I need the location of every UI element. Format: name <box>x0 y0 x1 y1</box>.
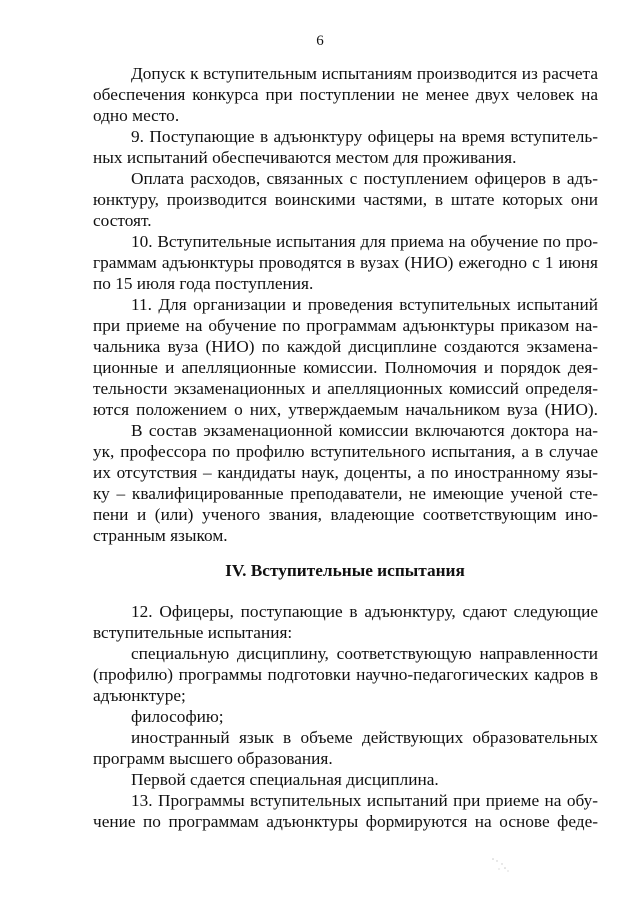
text-line: адъюнктуре; <box>93 686 186 705</box>
text-line: иностранный язык в объеме действующих образовательных <box>131 728 598 747</box>
text-line: странным языком. <box>93 526 228 545</box>
text-line: 13. Программы вступительных испытаний при приеме на обу- <box>131 791 598 810</box>
text-line: специальную дисциплину, соответствующую направленности <box>131 644 598 663</box>
text-line: философию; <box>131 707 224 726</box>
text-line: 9. Поступающие в адъюнктуру офицеры на время вступитель- <box>131 127 598 146</box>
text-line: их отсутствия – кандидаты наук, доценты, а по иностранному язы- <box>93 463 598 482</box>
text-line: граммам адъюнктуры проводятся в вузах (НИО) ежегодно с 1 июня <box>93 253 598 272</box>
text-line: вступительные испытания: <box>93 623 293 642</box>
text-line: при приеме на обучение по программам адъюнктуры приказом на- <box>93 316 598 335</box>
text-line: 10. Вступительные испытания для приема на обучение по про- <box>131 232 598 251</box>
text-line: юнктуру, производится воинскими частями, в штате которых они <box>93 190 598 209</box>
text-line: по 15 июля года поступления. <box>93 274 314 293</box>
page-number: 6 <box>316 33 324 49</box>
text-line: тельности экзаменационных и апелляционных комиссий определя- <box>93 379 598 398</box>
text-line: пени и (или) ученого звания, владеющие соответствующим ино- <box>93 505 598 524</box>
text-line: ук, профессора по профилю вступительного испытания, а в случае <box>93 442 598 461</box>
text-line: Оплата расходов, связанных с поступлением офицеров в адъ- <box>131 169 598 188</box>
text-line: (профилю) программы подготовки научно-педагогических кадров в <box>93 665 598 684</box>
text-line: одно место. <box>93 106 180 125</box>
text-line: Допуск к вступительным испытаниям производится из расчета <box>131 64 598 83</box>
text-line: В состав экзаменационной комиссии включаются доктора на- <box>131 421 598 440</box>
text-line: 11. Для организации и проведения вступительных испытаний <box>131 295 598 314</box>
text-line: ционные и апелляционные комиссии. Полномочия и порядок дея- <box>93 358 598 377</box>
text-line: обеспечения конкурса при поступлении не менее двух человек на <box>93 85 598 104</box>
text-line: чальника вуза (НИО) по каждой дисциплине создаются экзамена- <box>93 337 598 356</box>
text-line: ются положением о них, утверждаемым начальником вуза (НИО). <box>93 400 598 419</box>
text-line: 12. Офицеры, поступающие в адъюнктуру, сдают следующие <box>131 602 598 621</box>
section-heading: IV. Вступительные испытания <box>225 561 465 580</box>
scan-artifact <box>490 855 512 875</box>
text-line: программ высшего образования. <box>93 749 333 768</box>
text-line: чение по программам адъюнктуры формируются на основе феде- <box>93 812 598 831</box>
text-line: ных испытаний обеспечиваются местом для проживания. <box>93 148 517 167</box>
text-line: Первой сдается специальная дисциплина. <box>131 770 439 789</box>
text-line: ку – квалифицированные преподаватели, не имеющие ученой сте- <box>93 484 598 503</box>
text-line: состоят. <box>93 211 152 230</box>
